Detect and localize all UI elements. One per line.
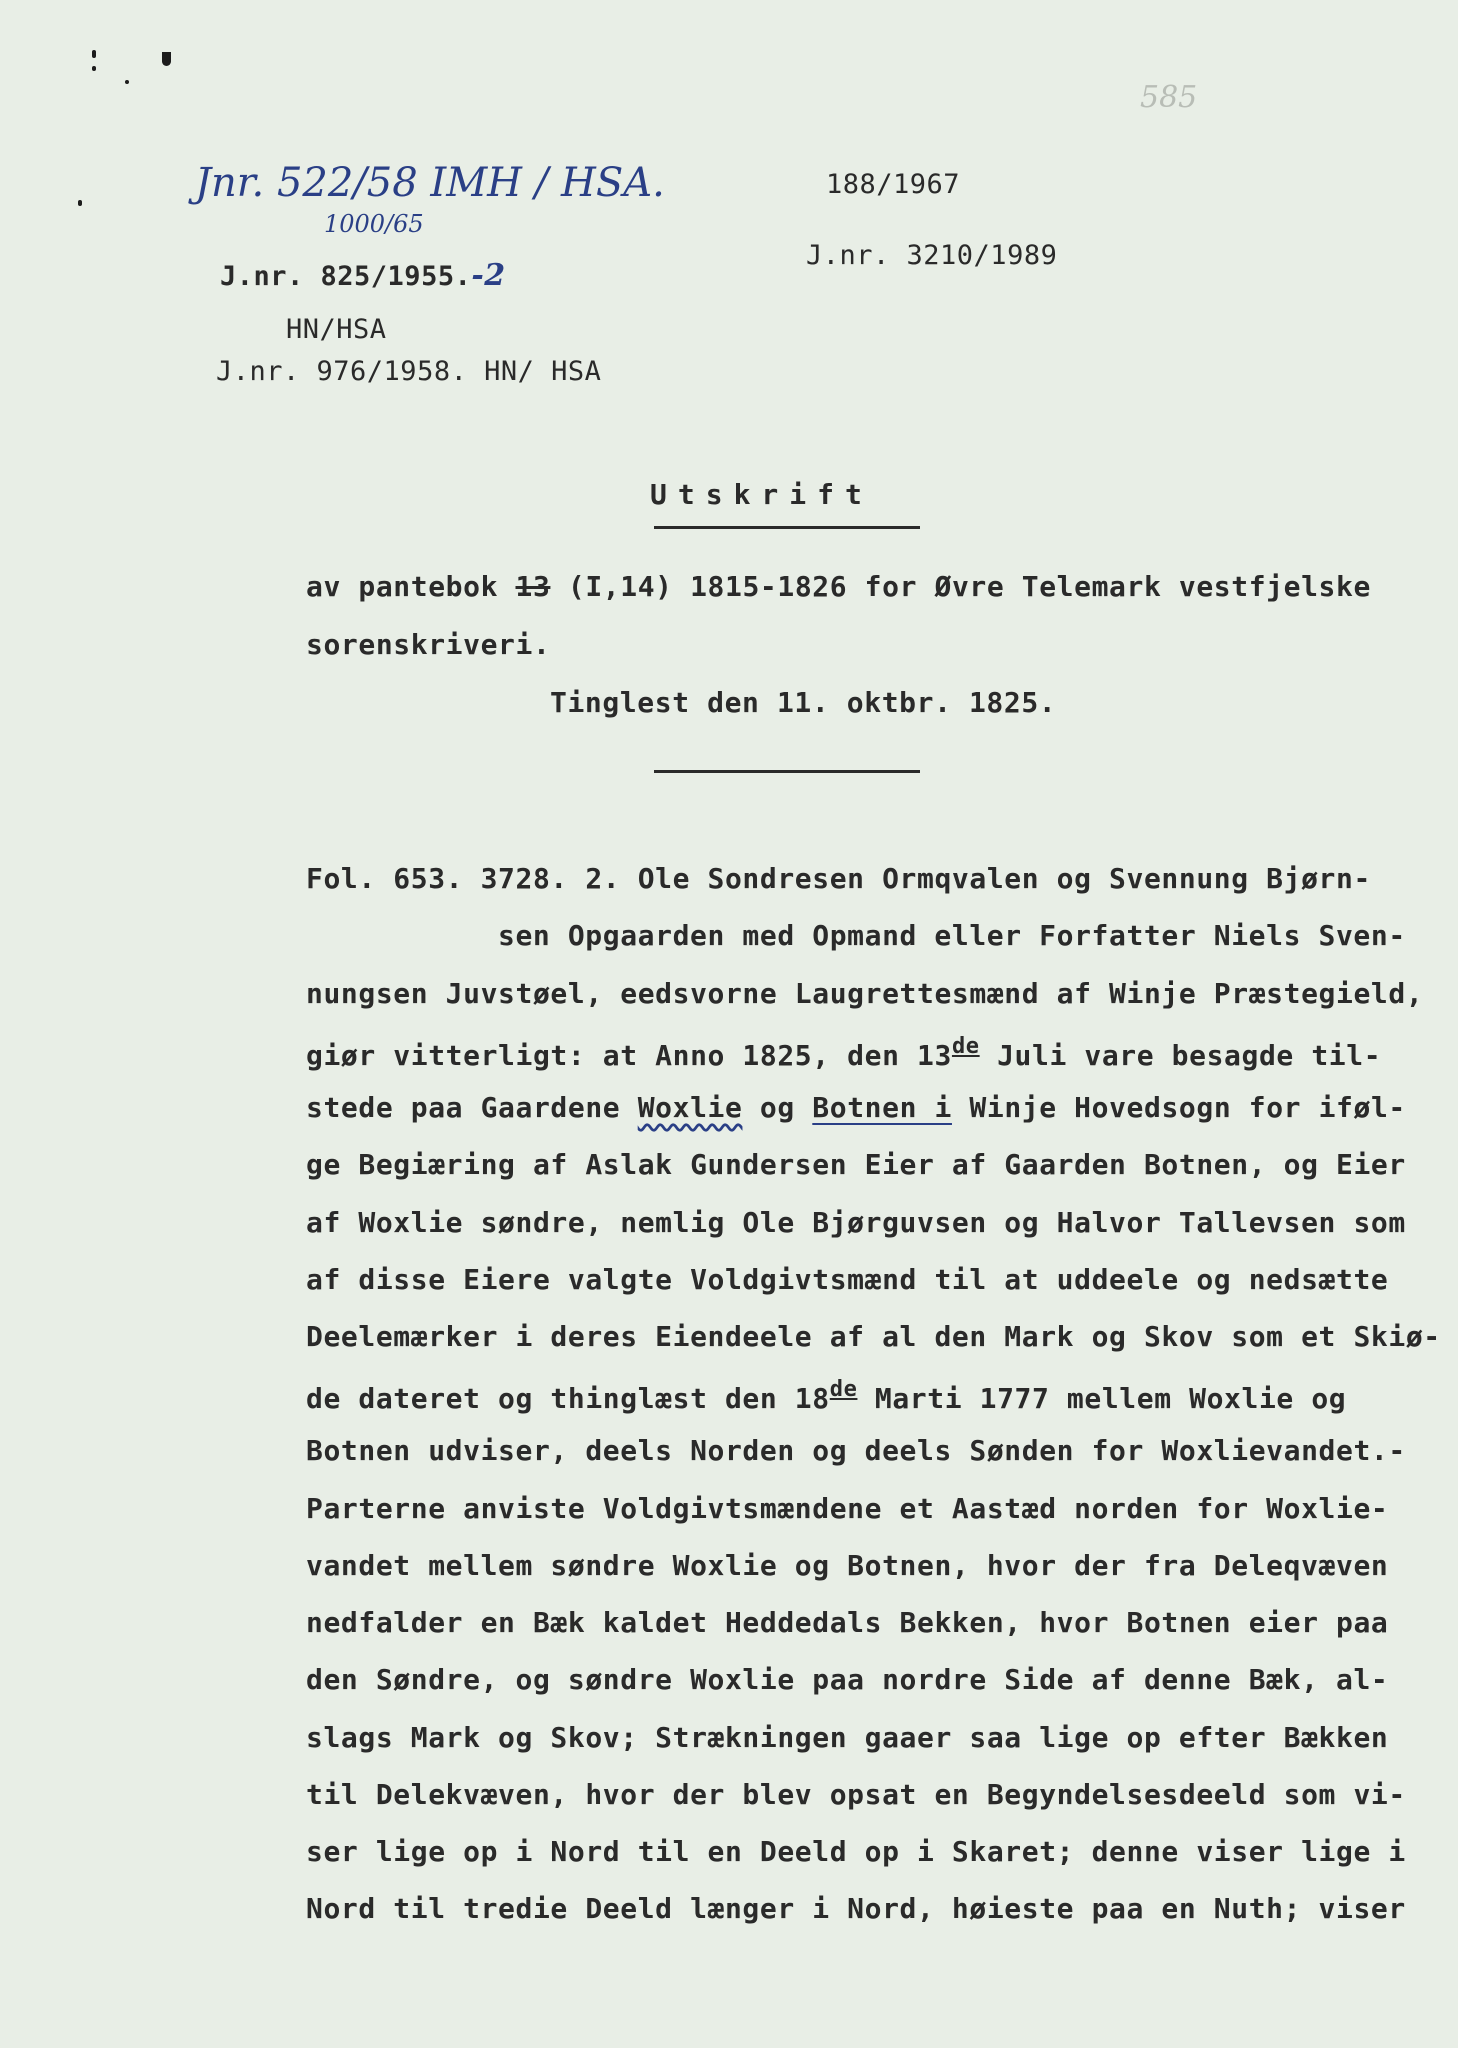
handwritten-small-number: 1000/65 <box>324 210 424 238</box>
journal-number-825 <box>220 258 506 293</box>
body-line-5 <box>306 1091 1406 1124</box>
body-line-2: sen Opgaarden med Opmand eller Forfatter Niels Sven- <box>498 919 1406 952</box>
body-line-17: til Delekvæven, hvor der blev opsat en Begyndelsesdeeld som vi- <box>306 1778 1406 1811</box>
body-line-10 <box>306 1377 1346 1415</box>
body-line-5-mid: og <box>742 1091 813 1124</box>
subtitle-line-1 <box>306 570 1371 603</box>
handwritten-suffix: -2 <box>471 258 506 293</box>
body-line-10-a: de dateret og thinglæst den 18 <box>306 1382 830 1415</box>
body-line-4-b: Juli vare besagde til- <box>979 1039 1382 1072</box>
punch-mark <box>125 80 129 84</box>
title-underline <box>654 526 920 529</box>
journal-number-976: J.nr. 976/1958. HN/ HSA <box>216 356 602 387</box>
journal-number-825-text: J.nr. 825/1955. <box>220 261 472 292</box>
handwritten-journal-number: Jnr. 522/58 IMH / HSA. <box>195 160 665 206</box>
body-line-8: af disse Eiere valgte Voldgivtsmænd til at uddeele og nedsætte <box>306 1263 1389 1296</box>
journal-number-188: 188/1967 <box>826 169 961 200</box>
ordinal-superscript: de <box>951 1034 980 1059</box>
struck-volume-number: 13 <box>515 570 551 603</box>
punch-mark <box>78 200 82 206</box>
section-divider <box>654 770 920 773</box>
ordinal-superscript: de <box>829 1377 858 1402</box>
body-line-12: Parterne anviste Voldgivtsmændene et Aastæd norden for Woxlie- <box>306 1492 1389 1525</box>
subtitle-text-b: (I,14) 1815-1826 for Øvre Telemark vestfjelske <box>550 570 1371 603</box>
subtitle-text-a: av pantebok <box>306 570 516 603</box>
body-line-14: nedfalder en Bæk kaldet Heddedals Bekken, hvor Botnen eier paa <box>306 1606 1389 1639</box>
body-line-1: Fol. 653. 3728. 2. Ole Sondresen Ormqvalen og Svennung Bjørn- <box>306 862 1371 895</box>
punch-mark <box>92 50 96 58</box>
page-title: Utskrift <box>650 478 873 511</box>
body-line-5-a: stede paa Gaardene <box>306 1091 638 1124</box>
body-line-5-b: Winje Hovedsogn for iføl- <box>951 1091 1406 1124</box>
journal-number-3210: J.nr. 3210/1989 <box>806 240 1058 271</box>
body-line-10-b: Marti 1777 mellem Woxlie og <box>857 1382 1347 1415</box>
body-line-16: slags Mark og Skov; Strækningen gaaer saa lige op efter Bækken <box>306 1721 1389 1754</box>
underlined-farm-botnen: Botnen i <box>812 1091 952 1124</box>
subtitle-line-2: sorenskriveri. <box>306 628 551 661</box>
body-line-7: af Woxlie søndre, nemlig Ole Bjørguvsen og Halvor Tallevsen som <box>306 1206 1406 1239</box>
body-line-4 <box>306 1034 1381 1072</box>
body-line-3: nungsen Juvstøel, eedsvorne Laugrettesmænd af Winje Præstegield, <box>306 977 1424 1010</box>
pencil-annotation: 585 <box>1140 80 1198 115</box>
registration-date: Tinglest den 11. oktbr. 1825. <box>550 686 1057 719</box>
body-line-13: vandet mellem søndre Woxlie og Botnen, hvor der fra Deleqvæven <box>306 1549 1389 1582</box>
initials-hn-hsa: HN/HSA <box>286 314 387 345</box>
body-line-18: ser lige op i Nord til en Deeld op i Skaret; denne viser lige i <box>306 1835 1406 1868</box>
body-line-4-a: giør vitterligt: at Anno 1825, den 13 <box>306 1039 952 1072</box>
punch-mark <box>92 66 96 71</box>
punch-mark <box>162 52 171 66</box>
body-line-15: den Søndre, og søndre Woxlie paa nordre Side af denne Bæk, al- <box>306 1663 1389 1696</box>
underlined-farm-woxlie: Woxlie <box>637 1091 743 1124</box>
body-line-6: ge Begiæring af Aslak Gundersen Eier af Gaarden Botnen, og Eier <box>306 1148 1406 1181</box>
body-line-11: Botnen udviser, deels Norden og deels Sønden for Woxlievandet.- <box>306 1434 1406 1467</box>
body-line-19: Nord til tredie Deeld længer i Nord, høieste paa en Nuth; viser <box>306 1892 1406 1925</box>
body-line-9: Deelemærker i deres Eiendeele af al den Mark og Skov som et Skiø- <box>306 1320 1441 1353</box>
